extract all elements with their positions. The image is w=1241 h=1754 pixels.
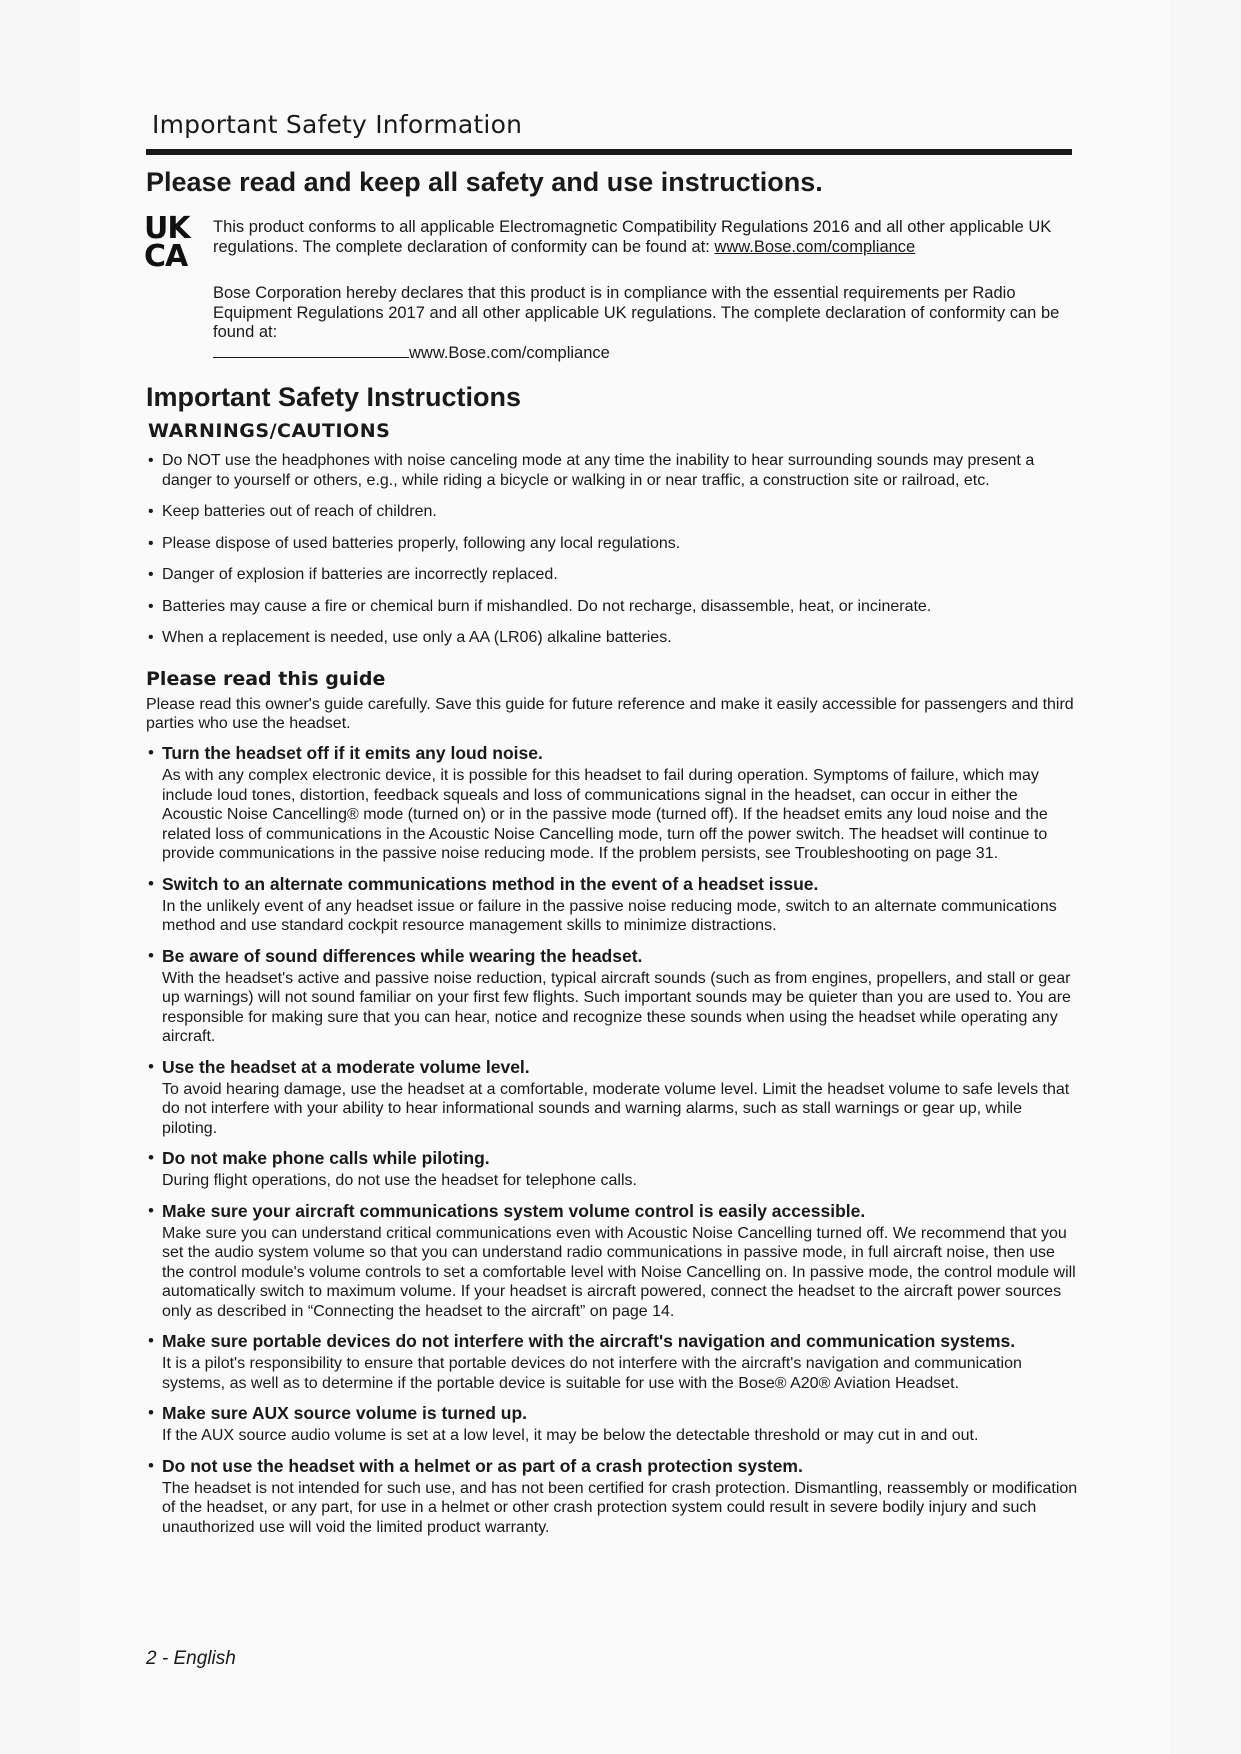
bullet: • bbox=[148, 1200, 154, 1220]
instruction-body: As with any complex electronic device, it is possible for this headset to fail during operation. Symptoms of failure, which may include loud tones, distortion, feedback squeals and loss of communications signal in the headset, can occur in either the Acoustic Noise Cancelling® mode (turned on) or in the passive mode (turned off). If the headset emits any loud noise and the related loss of communications in the Acoustic Noise Cancelling mode, turn off the power switch. The headset will continue to provide communications in the passive noise reducing mode. If the problem persists, see Troubleshooting on page 31. bbox=[162, 767, 1048, 862]
instruction-item bbox=[148, 945, 1078, 1047]
instruction-item bbox=[148, 873, 1078, 936]
instruction-title: Do not use the headset with a helmet or as part of a crash protection system. bbox=[162, 1455, 803, 1476]
instruction-title: Do not make phone calls while piloting. bbox=[162, 1148, 490, 1168]
bullet: • bbox=[148, 1455, 154, 1475]
emc-compliance-paragraph bbox=[213, 218, 1073, 257]
instruction-body: Make sure you can understand critical communications even with Acoustic Noise Cancelling turned off. We recommend that you set the audio system volume so that you can understand radio communications in passive mode, in full aircraft noise, then use the control module's volume controls to set a comfortable level with Noise Cancelling on. In passive mode, the control module will automatically switch to maximum volume. If your headset is aircraft powered, connect the headset to the aircraft power sources only as described in “Connecting the headset to the aircraft” on page 14. bbox=[162, 1224, 1076, 1320]
instruction-title: Make sure your aircraft communications system volume control is easily accessible. bbox=[162, 1200, 866, 1221]
compliance-link-2[interactable]: www.Bose.com/compliance bbox=[409, 343, 610, 362]
instruction-body: It is a pilot's responsibility to ensure that portable devices do not interfere with the aircraft's navigation and communication systems, as well as to determine if the portable device is suitable for use with the Bose® A20® Aviation Headset. bbox=[162, 1355, 1022, 1392]
instruction-body: If the AUX source audio volume is set at a low level, it may be below the detectable threshold or may cut in and out. bbox=[162, 1427, 979, 1444]
instruction-item bbox=[148, 1147, 1078, 1191]
instruction-body: The headset is not intended for such use, and has not been certified for crash protection. Dismantling, reassembly or modification of the headset, or any part, for use in a helmet or other crash protection system could result in severe bodily injury and such unauthorized use will void the limited product warranty. bbox=[162, 1479, 1078, 1536]
warning-item: • Danger of explosion if batteries are incorrectly replaced. bbox=[148, 565, 1078, 585]
bullet: • bbox=[148, 1331, 154, 1350]
instruction-item bbox=[148, 1330, 1078, 1393]
ukca-mark-line1: UK bbox=[144, 211, 190, 246]
blank-line bbox=[213, 343, 409, 358]
bullet: • bbox=[148, 1403, 154, 1422]
section-title: Important Safety Information bbox=[152, 110, 523, 139]
warnings-list bbox=[148, 451, 1078, 660]
instruction-item bbox=[148, 1402, 1078, 1446]
instruction-body: To avoid hearing damage, use the headset at a comfortable, moderate volume level. Limit the headset volume to safe levels that do not interfere with your ability to hear informational sounds and warning alarms, such as stall warnings or gear up, while piloting. bbox=[162, 1080, 1070, 1137]
page-number: 2 - English bbox=[146, 1648, 236, 1669]
instruction-title: Switch to an alternate communications method in the event of a headset issue. bbox=[162, 873, 819, 894]
instruction-body: With the headset's active and passive noise reduction, typical aircraft sounds (such as from engines, propellers, and stall or gear up warnings) will not sound familiar on your first few flights. Such important sounds may be quieter than you are used to. You are responsible for making sure that you can hear, notice and recognize these sounds when using the headset while operating any aircraft. bbox=[162, 969, 1071, 1045]
instruction-item bbox=[148, 742, 1078, 864]
bullet: • bbox=[148, 743, 154, 762]
radio-compliance-text: Bose Corporation hereby declares that this product is in compliance with the essential requirements per Radio Equipment Regulations 2017 and all other applicable UK regulations. The complete declaration of conformity can be found at: bbox=[213, 284, 1060, 341]
instruction-title: Turn the headset off if it emits any loud noise. bbox=[162, 743, 543, 763]
ukca-mark-line2: CA bbox=[144, 239, 188, 274]
bullet: • bbox=[148, 945, 154, 965]
instruction-body: During flight operations, do not use the headset for telephone calls. bbox=[162, 1172, 637, 1189]
warning-item: • When a replacement is needed, use only a AA (LR06) alkaline batteries. bbox=[148, 628, 1078, 648]
instruction-item bbox=[148, 1056, 1078, 1139]
guide-paragraph: Please read this owner's guide carefully. Save this guide for future reference and make it easily accessible for passengers and third parties who use the headset. bbox=[146, 696, 1074, 732]
safety-instructions-heading: Important Safety Instructions bbox=[146, 382, 522, 412]
warning-item: • Batteries may cause a fire or chemical burn if mishandled. Do not recharge, disassemble, heat, or incinerate. bbox=[148, 597, 1078, 617]
instruction-item bbox=[148, 1200, 1078, 1322]
instruction-title: Make sure AUX source volume is turned up. bbox=[162, 1403, 528, 1423]
header-rule bbox=[146, 149, 1072, 155]
bullet: • bbox=[148, 1148, 154, 1167]
compliance-link[interactable]: www.Bose.com/compliance bbox=[714, 237, 916, 256]
bullet: • bbox=[148, 873, 154, 893]
instruction-list bbox=[148, 742, 1078, 1546]
instruction-title: Make sure portable devices do not interfere with the aircraft's navigation and communication systems. bbox=[162, 1331, 1016, 1351]
guide-heading: Please read this guide bbox=[146, 668, 386, 690]
warning-item: • Please dispose of used batteries properly, following any local regulations. bbox=[148, 534, 1078, 554]
main-heading: Please read and keep all safety and use instructions. bbox=[146, 167, 823, 197]
emc-compliance-text: This product conforms to all applicable Electromagnetic Compatibility Regulations 2016 and all other applicable UK regulations. The complete declaration of conformity can be found at: bbox=[213, 218, 1052, 256]
instruction-body: In the unlikely event of any headset issue or failure in the passive noise reducing mode, switch to an alternate communications method and use standard cockpit resource management skills to minimize distractions. bbox=[162, 897, 1057, 934]
instruction-title: Be aware of sound differences while wearing the headset. bbox=[162, 945, 643, 966]
warning-item: • Do NOT use the headphones with noise canceling mode at any time the inability to hear surrounding sounds may present a danger to yourself or others, e.g., while riding a bicycle or walking in or near traffic, a construction site or railroad, etc. bbox=[148, 451, 1078, 490]
warning-item: • Keep batteries out of reach of children. bbox=[148, 502, 1078, 522]
bullet: • bbox=[148, 1056, 154, 1076]
instruction-item bbox=[148, 1455, 1078, 1538]
instruction-title: Use the headset at a moderate volume level. bbox=[162, 1056, 530, 1077]
ukca-mark bbox=[144, 211, 204, 274]
radio-compliance-paragraph bbox=[213, 284, 1073, 363]
warnings-heading: WARNINGS/CAUTIONS bbox=[148, 420, 391, 442]
